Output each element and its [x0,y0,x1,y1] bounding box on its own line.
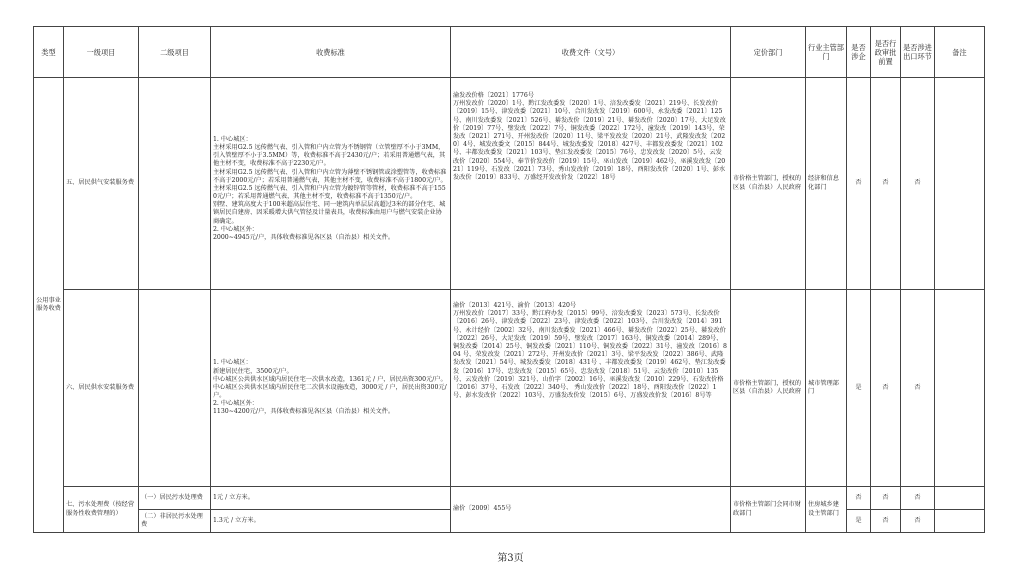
gas-file: 渝发改价格〔2021〕1776号 万州发改价〔2020〕1号、黔江发改委发〔2020〕1号、涪发改委发〔2021〕219号、长发改价〔2019〕15号、津发改委〔2021〕10号、合川发改发〔2019〕600号、永发改委〔2021〕125号、南川发改委发〔2021〕526号、綦发改价〔2019〕21号、綦发改价〔2020〕17号、大足发改价〔2019〕77号、璧发改〔2022〕7号、铜发改委〔2022〕172号、潼发改〔2019〕143号、荣发改〔2021〕271号、开州发改价〔2020〕11号、梁平发改发〔2020〕21号、武隆发改发〔2020〕4号、城发改委文〔2015〕844号、城发改委发〔2018〕427号、丰都发改委发〔2021〕102号、丰都发改委发〔2021〕103号、垫江发改委发〔2015〕76号、忠发改发〔2020〕5号、云发改价〔2020〕554号、奉节价发改价〔2019〕15号、巫山发改〔2019〕462号、巫溪发改发〔2021〕119号、石发改〔2021〕73号、秀山发改价〔2019〕18号、酉阳发改价〔2020〕1号、彭水发改价〔2019〕833号、万盛经开发改价发〔2022〕18号 [451,78,731,290]
water-industry-dept: 城市管理部门 [806,290,847,487]
header-remarks: 备注 [935,27,985,78]
gas-level2 [139,78,211,290]
sewage-sub1-standard: 1元 / 立方米。 [211,487,451,510]
header-level1: 一级项目 [64,27,139,78]
sewage-sub2-enterprise: 是 [847,510,871,533]
water-import-export: 否 [901,290,935,487]
gas-level1: 五、居民供气安装服务费 [64,78,139,290]
gas-enterprise: 否 [847,78,871,290]
gas-standard: 1. 中心城区： 主材采用G2.5 远传燃气表、引入管和户内立管为不锈钢管（立管壁厚不小于3MM，引入管壁厚不小于3.5MM）等，收费标准不高于2430元/户；若采用普通燃气表，其他主材不变，收费标准不高于2230元/户。 主材采用G2.5 远传燃气表、引入管和户内立管为薄壁不锈钢管或涂塑管等，收费标准不高于2000元/户；若采用普通燃气表，其他主材不变，收费标准不高于1800元/户。 主材采用G2.5 远传燃气表、引入管和户内立管为镀锌管等管材，收费标准不高于1550元/户；若采用普通燃气表，其他主材不变，收费标准不高于1350元/户。 别墅、建筑高度大于100米超高层住宅、同一建筑内单层层高超过3米的部分住宅、城镇居民自建房、因采暖增大供气管径及计量表具，收费标准由用户与燃气安装企业协商确定。 2. 中心城区外： 2000~4945元/户，具体收费标准见各区县（自治县）相关文件。 [211,78,451,290]
fee-table [33,26,985,533]
sewage-sub2-remarks [935,510,985,533]
gas-import-export: 否 [901,78,935,290]
sewage-sub1-remarks [935,487,985,510]
table-row-water [34,290,985,487]
sewage-pricing-dept: 市价格主管部门会同市财政部门 [731,487,806,533]
sewage-file: 渝价〔2009〕455号 [451,487,731,533]
sewage-sub2-standard: 1.3元 / 立方米。 [211,510,451,533]
table-row-sewage-resident [34,487,985,510]
gas-admin-approval: 否 [871,78,901,290]
sewage-sub1-import-export: 否 [901,487,935,510]
water-standard: 1. 中心城区： 新建居民住宅，3500元/户。 中心城区公共供水区域内居民住宅一次供水改造，1361元 / 户，居民出资300元/户。 中心城区公共供水区域内居民住宅二次供水设施改造，3000元 / 户，居民出资300元/户。 2. 中心城区外： 1130~4200元/户，具体收费标准见各区县（自治县）相关文件。 [211,290,451,487]
sewage-sub1-enterprise: 否 [847,487,871,510]
header-import-export: 是否涉进出口环节 [901,27,935,78]
category-cell: 公用事业服务收费 [34,78,64,533]
water-level2 [139,290,211,487]
water-pricing-dept: 市价格主管部门，授权的区县（自治县）人民政府 [731,290,806,487]
sewage-sub2-level2: （二）非居民污水处理费 [139,510,211,533]
sewage-level1: 七、污水处理费（按经营服务性收费管理的） [64,487,139,533]
gas-pricing-dept: 市价格主管部门，授权的区县（自治县）人民政府 [731,78,806,290]
header-type: 类型 [34,27,64,78]
gas-remarks [935,78,985,290]
header-enterprise: 是否涉企 [847,27,871,78]
header-admin-approval: 是否行政审批前置 [871,27,901,78]
water-file: 渝价〔2013〕421号、渝价〔2013〕420号 万州发改价〔2017〕33号、黔江府办发〔2015〕99号、涪发改委发〔2023〕573号、长发改价〔2016〕26号、津发改委〔2022〕23号、津发改委〔2022〕103号、合川发改发〔2014〕391号、永计经价〔2002〕32号、南川发改委发〔2021〕466号、綦发改价〔2022〕25号、綦发改价〔2022〕26号、大足发改〔2019〕59号、璧发改〔2017〕163号、铜发改委〔2014〕289号、铜发改委〔2014〕25号、铜发改委〔2021〕110号、铜发改委〔2022〕31号、潼发改〔2016〕804 号、荣发改发〔2021〕272号、开州发改价〔2021〕3号、梁平发改发〔2022〕386号、武隆发改发〔2021〕54号、城发改委发〔2018〕431号 、丰都发改委发〔2019〕462号、垫江发改委发〔2016〕17号、忠发改发〔2015〕65号、忠发改发〔2018〕51号、云发改价〔2010〕135号、云发改价〔2019〕321号、山价字〔2002〕16号、巫溪发改发〔2010〕229号、石发改价格〔2016〕37号、石发改〔2022〕340号、 秀山发改价〔2022〕18号、酉阳发改价〔2022〕1号、彭水发改价〔2022〕103号、万盛发改价发〔2015〕6号、万盛发改价发〔2016〕8号等 [451,290,731,487]
header-standard: 收费标准 [211,27,451,78]
water-admin-approval: 否 [871,290,901,487]
water-enterprise: 是 [847,290,871,487]
water-level1: 六、居民供水安装服务费 [64,290,139,487]
sewage-sub2-admin-approval: 否 [871,510,901,533]
sewage-industry-dept: 住房城乡建设主管部门 [806,487,847,533]
sewage-sub2-import-export: 否 [901,510,935,533]
header-level2: 二级项目 [139,27,211,78]
header-pricing-dept: 定价部门 [731,27,806,78]
table-row-gas [34,78,985,290]
header-industry-dept: 行业主管部门 [806,27,847,78]
water-remarks [935,290,985,487]
header-file: 收费文件（文号） [451,27,731,78]
gas-industry-dept: 经济和信息化部门 [806,78,847,290]
sewage-sub1-level2: （一）居民污水处理费 [139,487,211,510]
sewage-sub1-admin-approval: 否 [871,487,901,510]
page-number: 第3页 [497,553,524,564]
header-row [34,27,985,78]
